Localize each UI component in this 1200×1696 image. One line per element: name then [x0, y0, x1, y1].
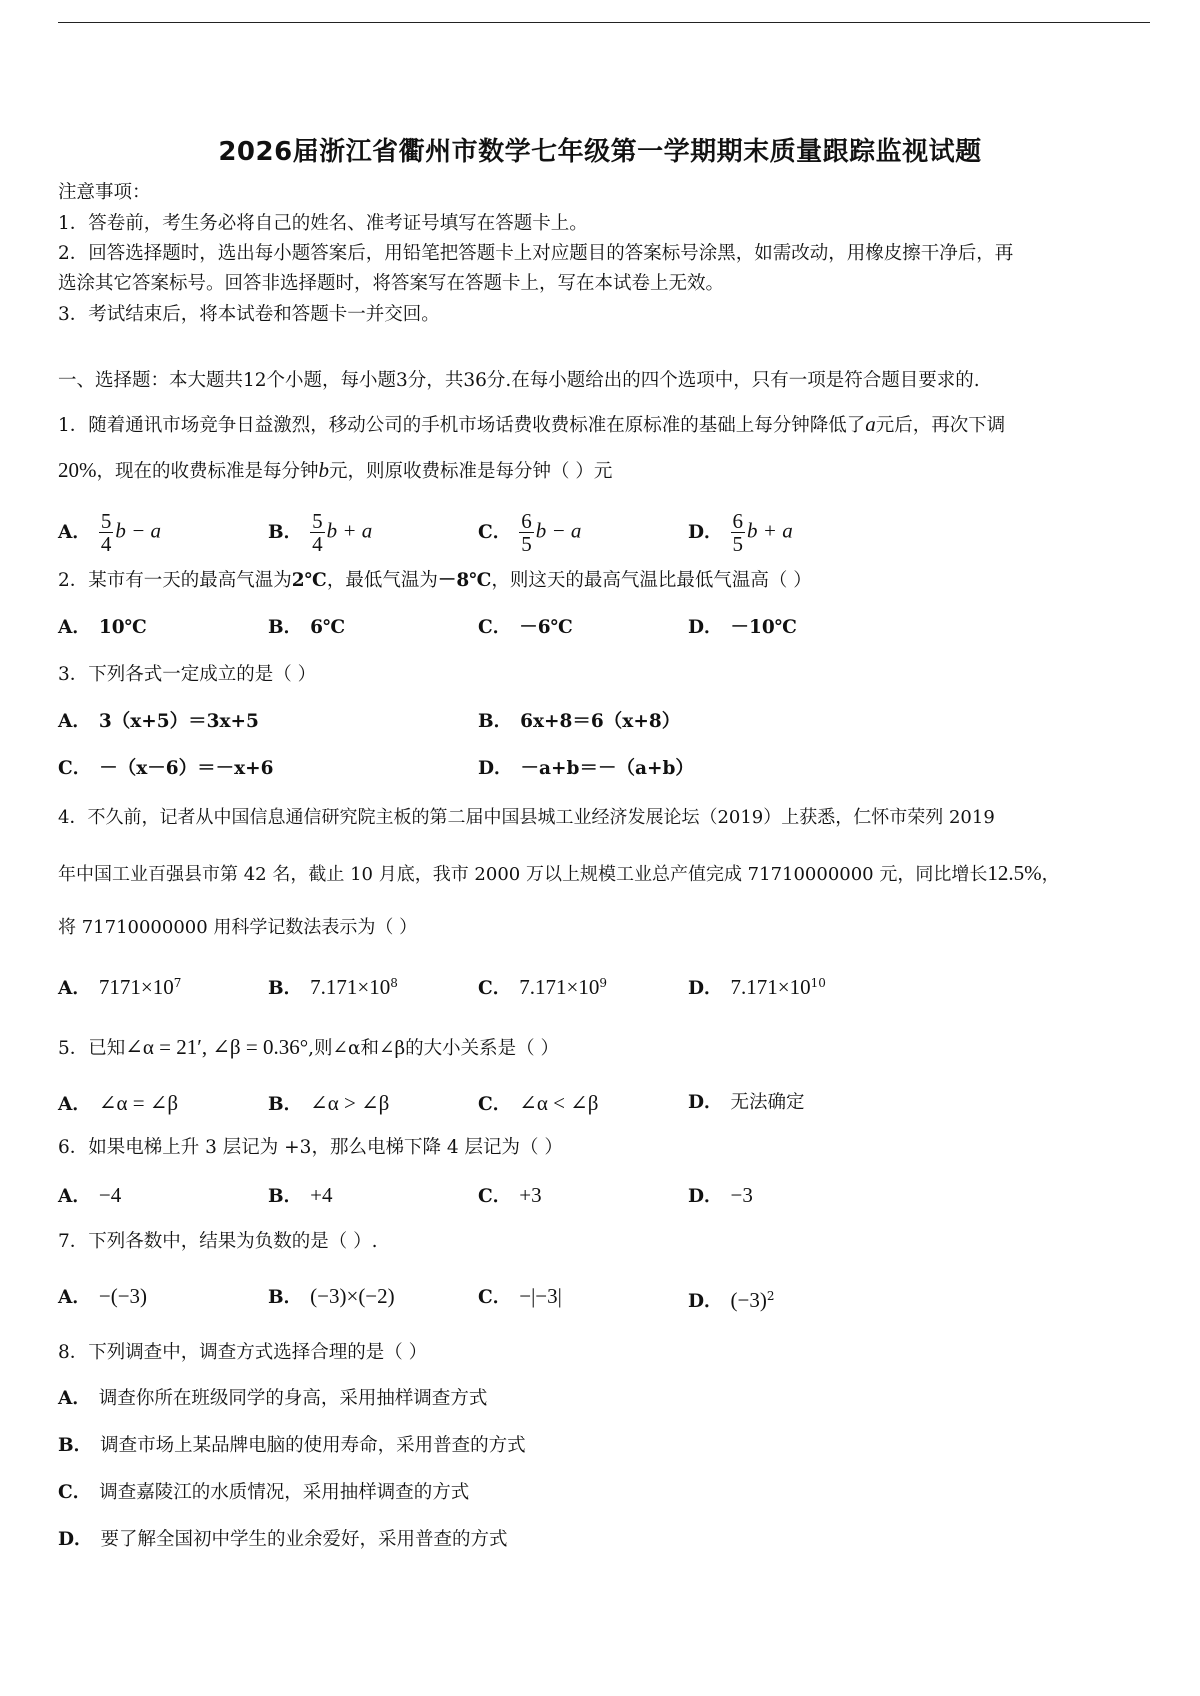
q4-option-d[interactable]: D． $7.171\times 10^{10}$ [688, 975, 826, 1000]
question-3: 3．下列各式一定成立的是（ ） [58, 664, 317, 685]
page-title: 2026届浙江省衢州市数学七年级第一学期期末质量跟踪监视试题 [218, 137, 982, 167]
question-1-line-1: 1．随着通讯市场竞争日益激烈，移动公司的手机市场话费收费标准在原标准的基础上每分钟降低了a元后，再次下调 [58, 412, 1006, 436]
question-2: 2．某市有一天的最高气温为2℃，最低气温为－8℃，则这天的最高气温比最低气温高（ ） [58, 570, 812, 591]
q6-option-a[interactable]: A． −4 [58, 1183, 122, 1207]
q7-option-b[interactable]: B． (−3)×(−2) [268, 1284, 395, 1308]
q5-option-d[interactable]: D． 无法确定 [688, 1092, 805, 1113]
q8-option-b[interactable]: B． 调查市场上某品牌电脑的使用寿命，采用普查的方式 [58, 1435, 526, 1456]
question-8: 8．下列调查中，调查方式选择合理的是（ ） [58, 1342, 428, 1363]
q4-option-b[interactable]: B． $7.171\times 10^8$ [268, 975, 398, 1000]
q5-option-b[interactable]: B． ∠α > ∠β [268, 1091, 390, 1115]
q7-option-d[interactable]: D． $(-3)^2$ [688, 1288, 775, 1313]
q2-option-c[interactable]: C． －6℃ [478, 617, 573, 638]
q5-option-a[interactable]: A． ∠α = ∠β [58, 1091, 179, 1115]
question-7: 7．下列各数中，结果为负数的是（ ）. [58, 1231, 378, 1252]
q8-option-a[interactable]: A． 调查你所在班级同学的身高，采用抽样调查方式 [58, 1388, 488, 1409]
question-4-line-2: 年中国工业百强县市第 42 名，截止 10 月底，我市 2000 万以上规模工业总产值完成 71710000000 元，同比增长12.5%， [58, 861, 1060, 885]
q6-option-b[interactable]: B． +4 [268, 1183, 333, 1207]
notice-item: 1．答卷前，考生务必将自己的姓名、准考证号填写在答题卡上。 [58, 213, 588, 234]
q3-option-b[interactable]: B． 6x+8＝6（x+8） [478, 711, 681, 732]
notice-item: 2．回答选择题时，选出每小题答案后，用铅笔把答题卡上对应题目的答案标号涂黑，如需改动，用橡皮擦干净后，再 [58, 243, 1014, 264]
q2-option-a[interactable]: A． 10℃ [58, 617, 147, 638]
q8-option-d[interactable]: D． 要了解全国初中学生的业余爱好，采用普查的方式 [58, 1529, 508, 1550]
q8-option-c[interactable]: C． 调查嘉陵江的水质情况，采用抽样调查的方式 [58, 1482, 470, 1503]
q1-option-a[interactable]: A． $\frac{5}{4}$ b − a [58, 509, 162, 556]
q2-option-d[interactable]: D． －10℃ [688, 617, 797, 638]
q3-option-a[interactable]: A． 3（x+5）＝3x+5 [58, 711, 259, 732]
header-rule [58, 22, 1150, 23]
question-4-line-1: 4．不久前，记者从中国信息通信研究院主板的第二届中国县城工业经济发展论坛（2019）上获悉，仁怀市荣列 2019 [58, 807, 995, 828]
q4-option-c[interactable]: C． $7.171\times 10^9$ [478, 975, 607, 1000]
q7-option-a[interactable]: A． −(−3) [58, 1284, 148, 1308]
q2-option-b[interactable]: B． 6℃ [268, 617, 346, 638]
question-1-line-2: 20%，现在的收费标准是每分钟b元，则原收费标准是每分钟（ ）元 [58, 458, 613, 482]
section-heading: 一、选择题：本大题共12个小题，每小题3分，共36分.在每小题给出的四个选项中，只有一项是符合题目要求的. [58, 370, 980, 391]
question-6: 6．如果电梯上升 3 层记为 +3，那么电梯下降 4 层记为（ ） [58, 1137, 563, 1158]
q1-option-d[interactable]: D． $\frac{6}{5}$ b + a [688, 509, 793, 556]
q7-option-c[interactable]: C． −|−3| [478, 1284, 562, 1308]
notice-item: 3．考试结束后，将本试卷和答题卡一并交回。 [58, 304, 440, 325]
q4-option-a[interactable]: A． $7171\times 10^7$ [58, 975, 182, 1000]
q6-option-d[interactable]: D． −3 [688, 1183, 753, 1207]
notice-item: 选涂其它答案标号。回答非选择题时，将答案写在答题卡上，写在本试卷上无效。 [58, 273, 725, 294]
question-4-line-3: 将 71710000000 用科学记数法表示为（ ） [58, 917, 418, 938]
q6-option-c[interactable]: C． +3 [478, 1183, 542, 1207]
q3-option-c[interactable]: C． －（x－6）＝－x+6 [58, 758, 274, 779]
q1-option-c[interactable]: C． $\frac{6}{5}$ b − a [478, 509, 582, 556]
q1-option-b[interactable]: B． $\frac{5}{4}$ b + a [268, 509, 373, 556]
q3-option-d[interactable]: D． －a+b＝－（a+b） [478, 758, 694, 779]
notice-heading: 注意事项： [58, 182, 151, 203]
q5-option-c[interactable]: C． ∠α < ∠β [478, 1091, 599, 1115]
question-5: 5．已知∠α = 21′, ∠β = 0.36°,则∠α和∠β的大小关系是（ ） [58, 1035, 560, 1059]
